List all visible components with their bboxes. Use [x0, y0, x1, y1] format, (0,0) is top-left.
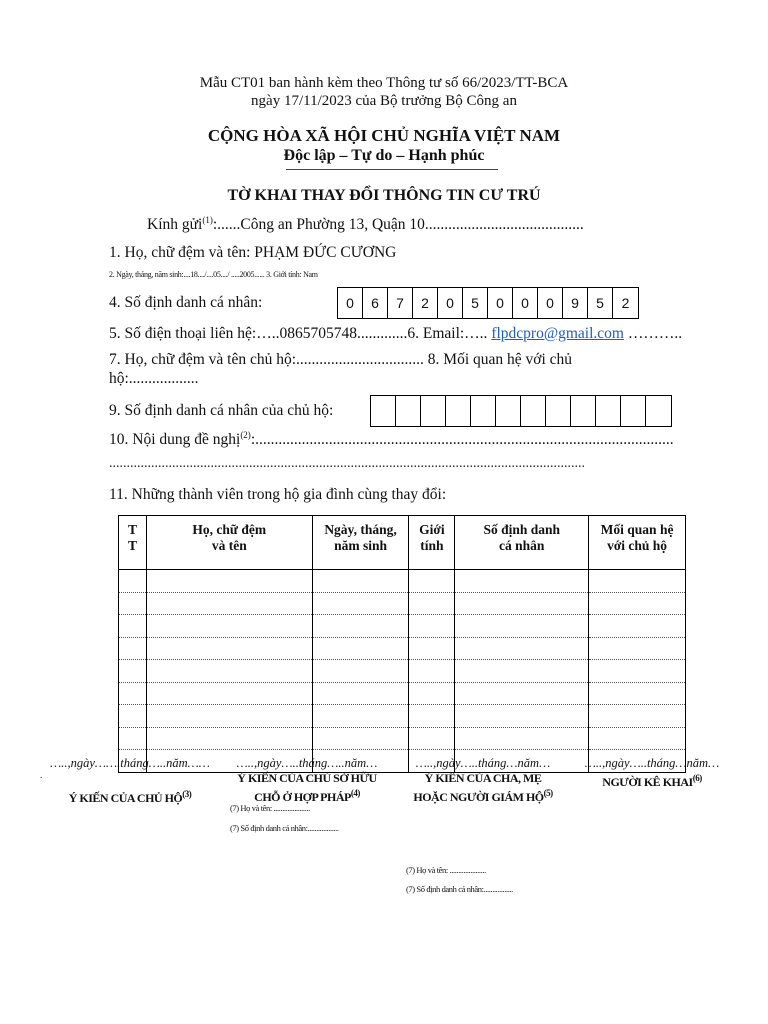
owner-id-digit-box	[471, 396, 496, 426]
column-header-line1: Giới	[419, 522, 445, 537]
table-cell[interactable]	[312, 592, 409, 615]
table-cell[interactable]	[312, 705, 409, 728]
table-column-header	[589, 516, 686, 570]
table-cell[interactable]	[589, 660, 686, 683]
table-cell[interactable]	[312, 727, 409, 750]
table-cell[interactable]	[119, 682, 147, 705]
table-cell[interactable]	[409, 615, 455, 638]
column-header-line1: Số định danh	[483, 522, 561, 537]
legal-owner-id-line: (7) Số định danh cá nhân:..................	[230, 823, 339, 833]
email-trailing: ………..	[623, 325, 683, 342]
declarant-date: …..,ngày…..tháng…năm…	[584, 756, 720, 770]
owner-id-digit-box	[571, 396, 596, 426]
note-ref-3: (3)	[182, 789, 192, 799]
household-head-role	[40, 787, 220, 806]
table-row	[119, 570, 686, 593]
request-label: 10. Nội dung đề nghị	[109, 431, 241, 449]
table-cell[interactable]	[119, 660, 147, 683]
nation-heading: CỘNG HÒA XÃ HỘI CHỦ NGHĨA VIỆT NAM	[207, 126, 561, 145]
household-head-date-tail: .	[40, 770, 43, 780]
table-cell[interactable]	[589, 682, 686, 705]
members-table	[118, 515, 686, 773]
note-ref-2: (2)	[240, 430, 251, 440]
personal-id-digit-box: 0	[488, 288, 513, 318]
table-cell[interactable]	[119, 592, 147, 615]
owner-id-label: 9. Số định danh cá nhân của chủ hộ:	[109, 402, 334, 419]
household-head-role-text: Ý KIẾN CỦA CHỦ HỘ	[68, 791, 183, 805]
column-header-line1: Họ, chữ đệm	[192, 522, 267, 537]
table-cell[interactable]	[589, 705, 686, 728]
members-heading: 11. Những thành viên trong hộ gia đình cùng thay đổi:	[109, 486, 447, 503]
table-cell[interactable]	[409, 570, 455, 593]
table-cell[interactable]	[146, 727, 312, 750]
personal-id-boxes	[337, 287, 639, 319]
recipient-label: Kính gửi	[147, 216, 203, 234]
request-content-field	[109, 430, 674, 449]
personal-id-digit-box: 9	[563, 288, 588, 318]
owner-id-digit-box	[396, 396, 421, 426]
table-column-header	[312, 516, 409, 570]
table-cell[interactable]	[455, 727, 589, 750]
request-dots: :............................................................................................................	[250, 431, 674, 449]
table-cell[interactable]	[455, 660, 589, 683]
request-content-line2: ........................................................................................................................................	[109, 456, 585, 471]
table-cell[interactable]	[455, 570, 589, 593]
legal-owner-role-line1: Ý KIẾN CỦA CHỦ SỞ HỮU	[237, 771, 377, 785]
form-reference	[0, 74, 768, 110]
declarant-role-text: NGƯỜI KÊ KHAI	[602, 775, 693, 789]
table-cell[interactable]	[146, 660, 312, 683]
guardian-name-line: (7) Họ và tên: .....................	[406, 865, 486, 875]
column-header-line1: Mối quan hệ	[600, 522, 674, 537]
personal-id-label: 4. Số định danh cá nhân:	[109, 294, 263, 311]
household-head-signature-block	[40, 756, 220, 806]
table-cell[interactable]	[409, 727, 455, 750]
table-cell[interactable]	[455, 637, 589, 660]
personal-id-digit-box: 5	[463, 288, 488, 318]
motto: Độc lập – Tự do – Hạnh phúc	[283, 147, 485, 164]
note-ref-5: (5)	[543, 788, 553, 798]
table-row	[119, 615, 686, 638]
table-cell[interactable]	[146, 705, 312, 728]
household-head-name-field: 7. Họ, chữ đệm và tên chủ hộ:................................. 8. Mối quan hệ với chủ	[109, 351, 573, 368]
dob-gender-field: 2. Ngày, tháng, năm sinh:....18..../....05..../ .....2005...... 3. Giới tính: Nam	[109, 270, 318, 279]
owner-id-digit-box	[496, 396, 521, 426]
table-cell[interactable]	[455, 682, 589, 705]
table-row	[119, 637, 686, 660]
guardian-signature-block	[398, 756, 568, 805]
table-cell[interactable]	[312, 637, 409, 660]
column-header-line2: tính	[420, 538, 444, 553]
personal-id-digit-box: 7	[388, 288, 413, 318]
table-cell[interactable]	[409, 682, 455, 705]
column-header-line1: T	[127, 522, 137, 537]
legal-owner-role-text: CHỖ Ở HỢP PHÁP	[254, 790, 351, 804]
guardian-date: …..,ngày…..tháng…năm…	[415, 756, 551, 770]
legal-owner-name-line: (7) Họ và tên: .....................	[230, 803, 310, 813]
owner-id-boxes	[370, 395, 672, 427]
column-header-line2: với chủ hộ	[607, 538, 668, 553]
personal-id-digit-box: 0	[538, 288, 563, 318]
table-cell[interactable]	[312, 682, 409, 705]
declarant-role	[572, 771, 732, 790]
owner-id-digit-box	[546, 396, 571, 426]
owner-id-digit-box	[621, 396, 646, 426]
column-header-line2: và tên	[211, 538, 247, 553]
table-cell[interactable]	[455, 615, 589, 638]
household-head-date: …..,ngày…….tháng…..năm……	[50, 756, 210, 770]
email-link[interactable]: flpdcpro@gmail.com	[491, 325, 624, 342]
table-row	[119, 592, 686, 615]
personal-id-digit-box: 6	[363, 288, 388, 318]
table-cell[interactable]	[119, 705, 147, 728]
declarant-signature-block	[572, 756, 732, 790]
owner-id-digit-box	[371, 396, 396, 426]
personal-id-digit-box: 5	[588, 288, 613, 318]
column-header-line2: T	[127, 538, 137, 553]
table-cell[interactable]	[119, 570, 147, 593]
table-cell[interactable]	[119, 637, 147, 660]
table-cell[interactable]	[589, 570, 686, 593]
table-cell[interactable]	[589, 727, 686, 750]
legal-owner-date: …..,ngày…..tháng…..năm…	[236, 756, 378, 770]
note-ref-1: (1)	[202, 215, 213, 225]
owner-id-digit-box	[521, 396, 546, 426]
table-cell[interactable]	[119, 615, 147, 638]
table-cell[interactable]	[146, 570, 312, 593]
table-column-header	[455, 516, 589, 570]
phone-email-field	[109, 325, 682, 343]
table-cell[interactable]	[146, 682, 312, 705]
guardian-role-line2	[398, 786, 568, 805]
personal-id-digit-box: 0	[438, 288, 463, 318]
table-cell[interactable]	[455, 592, 589, 615]
table-cell[interactable]	[455, 705, 589, 728]
table-cell[interactable]	[409, 592, 455, 615]
table-cell[interactable]	[312, 570, 409, 593]
table-row	[119, 727, 686, 750]
table-header-row	[119, 516, 686, 570]
guardian-role-text: HOẶC NGƯỜI GIÁM HỘ	[413, 790, 544, 804]
owner-id-digit-box	[421, 396, 446, 426]
motto-underline	[286, 169, 498, 170]
form-reference-line1: Mẫu CT01 ban hành kèm theo Thông tư số 66/2023/TT-BCA	[199, 75, 569, 91]
table-cell[interactable]	[312, 615, 409, 638]
table-row	[119, 682, 686, 705]
table-row	[119, 660, 686, 683]
note-ref-6: (6)	[692, 773, 702, 783]
table-column-header	[119, 516, 147, 570]
form-reference-line2: ngày 17/11/2023 của Bộ trưởng Bộ Công an	[251, 93, 517, 109]
table-row	[119, 705, 686, 728]
legal-owner-signature-block	[222, 756, 392, 805]
guardian-role-line1: Ý KIẾN CỦA CHA, MẸ	[424, 771, 542, 785]
recipient-value: :......Công an Phường 13, Quận 10.........................................	[212, 216, 584, 234]
table-cell[interactable]	[119, 727, 147, 750]
table-cell[interactable]	[409, 637, 455, 660]
column-header-line1: Ngày, tháng,	[324, 522, 397, 537]
table-cell[interactable]	[146, 592, 312, 615]
full-name-field: 1. Họ, chữ đệm và tên: PHẠM ĐỨC CƯƠNG	[109, 244, 397, 261]
table-column-header	[409, 516, 455, 570]
owner-id-digit-box	[596, 396, 621, 426]
table-cell[interactable]	[589, 592, 686, 615]
note-ref-4: (4)	[350, 788, 360, 798]
owner-id-digit-box	[646, 396, 671, 426]
table-column-header	[146, 516, 312, 570]
table-cell[interactable]	[146, 615, 312, 638]
owner-id-digit-box	[446, 396, 471, 426]
table-cell[interactable]	[589, 637, 686, 660]
table-cell[interactable]	[312, 660, 409, 683]
table-cell[interactable]	[409, 660, 455, 683]
personal-id-digit-box: 0	[338, 288, 363, 318]
personal-id-digit-box: 0	[513, 288, 538, 318]
personal-id-digit-box: 2	[621, 295, 630, 311]
table-cell[interactable]	[409, 705, 455, 728]
personal-id-digit-box: 2	[413, 288, 438, 318]
recipient-line	[147, 215, 584, 234]
column-header-line2: cá nhân	[499, 538, 545, 553]
phone-label: 5. Số điện thoại liên hệ:…..0865705748.............6. Email:…..	[109, 325, 492, 342]
column-header-line2: năm sinh	[334, 538, 387, 553]
document-title: TỜ KHAI THAY ĐỔI THÔNG TIN CƯ TRÚ	[227, 187, 541, 204]
table-cell[interactable]	[146, 637, 312, 660]
relationship-field: hộ:..................	[109, 370, 199, 387]
guardian-id-line: (7) Số định danh cá nhân:.................	[406, 884, 513, 894]
table-cell[interactable]	[589, 615, 686, 638]
